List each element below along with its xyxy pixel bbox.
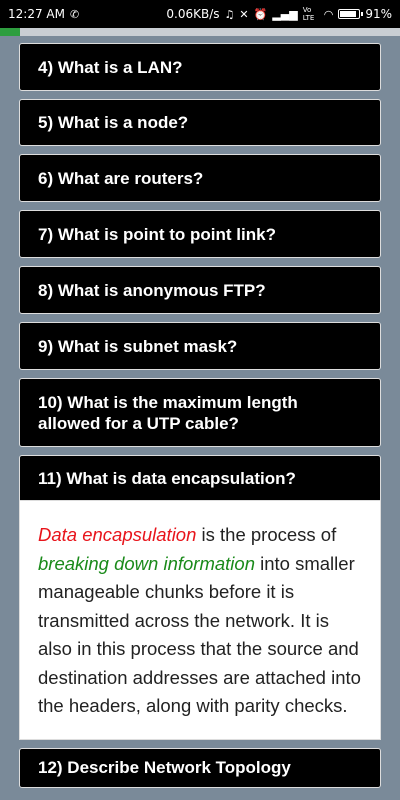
answer-panel (19, 501, 381, 740)
volte-label: Vo LTE (302, 6, 315, 22)
question-item[interactable]: 9) What is subnet mask? (19, 322, 381, 370)
battery-percent: 91% (365, 7, 392, 21)
question-item[interactable]: 8) What is anonymous FTP? (19, 266, 381, 314)
mute-icon: ✕ (239, 7, 249, 21)
answer-text-1: is the process of (196, 524, 337, 545)
question-item[interactable]: 6) What are routers? (19, 154, 381, 202)
question-item-expanded[interactable]: 11) What is data encapsulation? (19, 455, 381, 501)
alarm-icon: ⏰ (253, 7, 268, 21)
answer-text-2: into smaller manageable chunks before it is transmitted across the network. It is also in this process that the source and destination addresses are attached into the headers, along with parity checks. (38, 552, 361, 716)
question-item[interactable]: 4) What is a LAN? (19, 43, 381, 91)
question-list (19, 43, 381, 796)
answer-term-1: Data encapsulation (38, 524, 197, 545)
status-bar (0, 0, 400, 28)
headphones-icon: ♫ (224, 7, 235, 21)
clock: 12:27 AM (8, 7, 65, 21)
question-item[interactable]: 12) Describe Network Topology (19, 748, 381, 788)
network-speed: 0.06KB/s (166, 7, 220, 21)
question-item[interactable]: 7) What is point to point link? (19, 210, 381, 258)
question-item[interactable]: 10) What is the maximum length allowed for a UTP cable? (19, 378, 381, 447)
battery-icon (338, 9, 360, 19)
wifi-icon: ◠ (323, 7, 334, 21)
whatsapp-icon: ✆ (69, 7, 80, 21)
answer-term-2: breaking down information (38, 552, 255, 574)
reading-progress-bar (0, 28, 400, 36)
question-item[interactable]: 5) What is a node? (19, 99, 381, 146)
signal-icon: ▂▄▆ (272, 7, 298, 21)
